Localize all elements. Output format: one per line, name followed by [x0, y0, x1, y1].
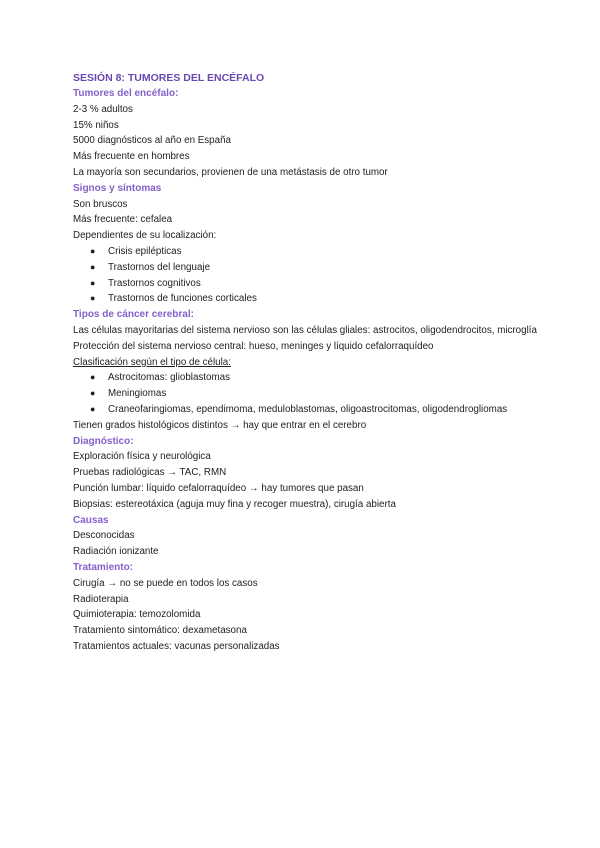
text-line: Más frecuente: cefalea [73, 214, 173, 226]
text-line: Tratamiento sintomático: dexametasona [73, 625, 247, 637]
text-line: 5000 diagnósticos al año en España [73, 135, 231, 147]
list-item: ● Trastornos del lenguaje [73, 260, 543, 276]
heading-causas: Causas [73, 514, 109, 526]
text-line: Más frecuente en hombres [73, 151, 190, 163]
text-line: Tratamientos actuales: vacunas personalizadas [73, 640, 280, 652]
bullet-icon: ● [90, 245, 96, 256]
text-line: Quimioterapia: temozolomida [73, 609, 201, 621]
bullet-list-tipos [73, 370, 543, 417]
list-item: ● Craneofaringiomas, ependimoma, meduloblastomas, oligoastrocitomas, oligodendrogliomas [73, 402, 543, 418]
list-item: ● Meningiomas [73, 386, 543, 402]
text-line: Radioterapia [73, 593, 129, 605]
text-line: Pruebas radiológicas → TAC, RMN [73, 467, 227, 479]
text-line: Son bruscos [73, 198, 128, 210]
subheading-clasificacion: Clasificación según el tipo de célula: [73, 356, 231, 368]
text-line: Protección del sistema nervioso central: hueso, meninges y líquido cefalorraquídeo [73, 340, 434, 352]
bullet-icon: ● [90, 372, 96, 383]
list-item: ● Astrocitomas: glioblastomas [73, 370, 543, 386]
bullet-icon: ● [90, 403, 96, 414]
text-line: Desconocidas [73, 530, 135, 542]
page-title: SESIÓN 8: TUMORES DEL ENCÉFALO [73, 72, 265, 84]
text-line: Radiación ionizante [73, 546, 159, 558]
list-item: ● Crisis epilépticas [73, 244, 543, 260]
bullet-icon: ● [90, 277, 96, 288]
heading-tipos: Tipos de cáncer cerebral: [73, 309, 194, 321]
heading-diagnostico: Diagnóstico: [73, 435, 134, 447]
text-line: 15% niños [73, 119, 119, 131]
bullet-icon: ● [90, 293, 96, 304]
heading-tumores: Tumores del encéfalo: [73, 88, 179, 99]
bullet-list-signos [73, 244, 543, 307]
text-line: La mayoría son secundarios, provienen de una metástasis de otro tumor [73, 166, 388, 178]
text-line: Cirugía → no se puede en todos los casos [73, 577, 258, 589]
text-line: Punción lumbar: líquido cefalorraquídeo → hay tumores que pasan [73, 482, 364, 494]
text-line: Tienen grados histológicos distintos → hay que entrar en el cerebro [73, 419, 367, 431]
bullet-icon: ● [90, 388, 96, 399]
list-item: ● Trastornos cognitivos [73, 276, 543, 292]
text-line: Biopsias: estereotáxica (aguja muy fina y recoger muestra), cirugía abierta [73, 498, 396, 510]
text-line: Dependientes de su localización: [73, 230, 217, 242]
text-line: Las células mayoritarias del sistema nervioso son las células gliales: astrocitos, oligodendrocitos, microglía [73, 324, 537, 336]
heading-tratamiento: Tratamiento: [73, 561, 134, 573]
list-item: ● Trastornos de funciones corticales [73, 291, 543, 307]
heading-signos: Signos y síntomas [73, 182, 162, 194]
document-content [73, 70, 543, 655]
text-line: Exploración física y neurológica [73, 451, 211, 463]
text-line: 2-3 % adultos [73, 103, 133, 115]
bullet-icon: ● [90, 261, 96, 272]
